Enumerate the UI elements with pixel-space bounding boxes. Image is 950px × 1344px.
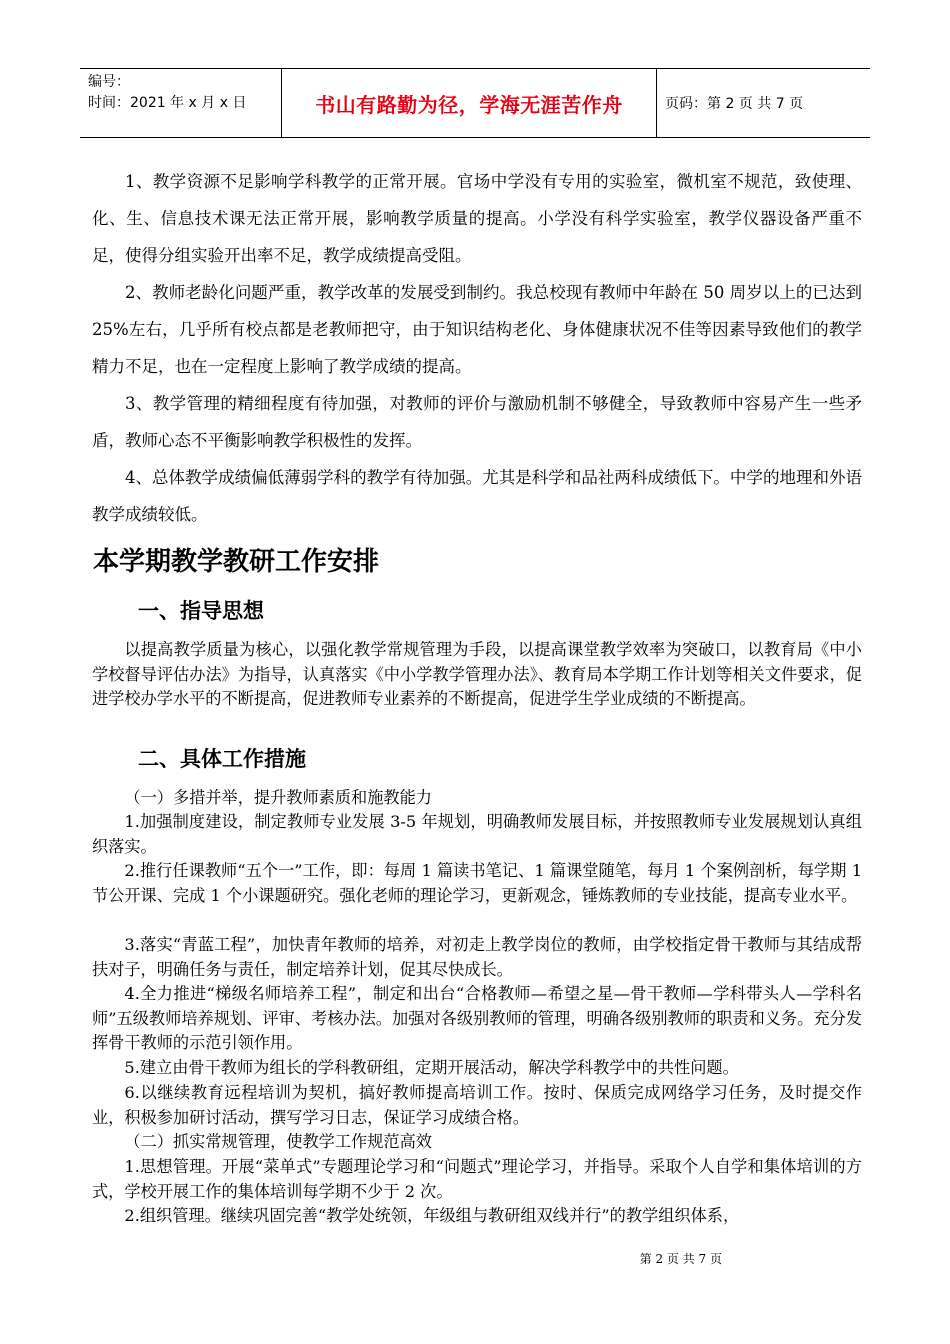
measure-item-1: 1.加强制度建设，制定教师专业发展 3-5 年规划，明确教师发展目标，并按照教师专业发展规划认真组织落实。 — [92, 812, 862, 856]
section1-paragraph: 以提高教学质量为核心，以强化教学常规管理为手段，以提高课堂教学效率为突破口，以教育局《中小学校督导评估办法》为指导，认真落实《中小学教学管理办法》、教育局本学期工作计划等相关文件要求，促进学校办学水平的不断提高，促进教师专业素养的不断提高，促进学生学业成绩的不断提高。 — [92, 640, 862, 708]
problem-paragraph-4: 4、总体教学成绩偏低薄弱学科的教学有待加强。尤其是科学和品社两科成绩低下。中学的地理和外语教学成绩较低。 — [92, 468, 862, 524]
management-item-2: 2.组织管理。继续巩固完善“教学处统领，年级组与教研组双线并行”的教学组织体系， — [124, 1206, 740, 1225]
serial-label: 编号： — [88, 74, 130, 90]
subsection-title-2: （二）抓实常规管理，使教学工作规范高效 — [124, 1132, 432, 1151]
problem-paragraph-2: 2、教师老龄化问题严重，教学改革的发展受到制约。我总校现有教师中年龄在 50 周岁以上的已达到 25%左右，几乎所有校点都是老教师把守，由于知识结构老化、身体健康状况不佳等因素导致他们的教学精力不足，也在一定程度上影响了教学成绩的提高。 — [92, 283, 862, 376]
page-footer: 第 2 页 共 7 页 — [639, 1252, 722, 1266]
measure-item-2: 2.推行任课教师“五个一”工作，即：每周 1 篇读书笔记、1 篇课堂随笔，每月 1 个案例剖析，每学期 1 节公开课、完成 1 个小课题研究。强化老师的理论学习，更新观念，锤炼教师的专业技能，提高专业水平。 — [92, 861, 862, 905]
subsection-title-1: （一）多措并举，提升教师素质和施教能力 — [124, 788, 432, 807]
page-header — [80, 68, 870, 138]
section2-heading: 二、具体工作措施 — [138, 747, 306, 771]
date-text: 时间：2021 年 x 月 x 日 — [88, 95, 247, 111]
section1-heading: 一、指导思想 — [138, 599, 264, 623]
measure-item-3: 3.落实“青蓝工程”，加快青年教师的培养，对初走上教学岗位的教师，由学校指定骨干教师与其结成帮扶对子，明确任务与责任，制定培养计划，促其尽快成长。 — [92, 935, 862, 979]
problem-paragraph-1: 1、教学资源不足影响学科教学的正常开展。官场中学没有专用的实验室，微机室不规范，致使理、化、生、信息技术课无法正常开展，影响教学质量的提高。小学没有科学实验室，教学仪器设备严重不足，使得分组实验开出率不足，教学成绩提高受阻。 — [92, 172, 862, 265]
header-page-info: 页码：第 2 页 共 7 页 — [665, 96, 804, 112]
header-meta — [80, 69, 282, 137]
header-motto: 书山有路勤为径，学海无涯苦作舟 — [282, 69, 657, 137]
problem-paragraph-3: 3、教学管理的精细程度有待加强，对教师的评价与激励机制不够健全，导致教师中容易产生一些矛盾，教师心态不平衡影响教学积极性的发挥。 — [92, 394, 862, 450]
measure-item-5: 5.建立由骨干教师为组长的学科教研组，定期开展活动，解决学科教学中的共性问题。 — [124, 1058, 739, 1077]
main-heading: 本学期教学教研工作安排 — [93, 547, 380, 577]
measure-item-4: 4.全力推进“梯级名师培养工程”，制定和出台“合格教师—希望之星—骨干教师—学科带头人—学科名师”五级教师培养规划、评审、考核办法。加强对各级别教师的管理，明确各级别教师的职责和义务。充分发挥骨干教师的示范引领作用。 — [92, 984, 862, 1052]
management-item-1: 1.思想管理。开展“菜单式”专题理论学习和“问题式”理论学习，并指导。采取个人自学和集体培训的方式，学校开展工作的集体培训每学期不少于 2 次。 — [92, 1157, 862, 1201]
measure-item-6: 6.以继续教育远程培训为契机，搞好教师提高培训工作。按时、保质完成网络学习任务，及时提交作业，积极参加研讨活动，撰写学习日志，保证学习成绩合格。 — [92, 1083, 862, 1127]
